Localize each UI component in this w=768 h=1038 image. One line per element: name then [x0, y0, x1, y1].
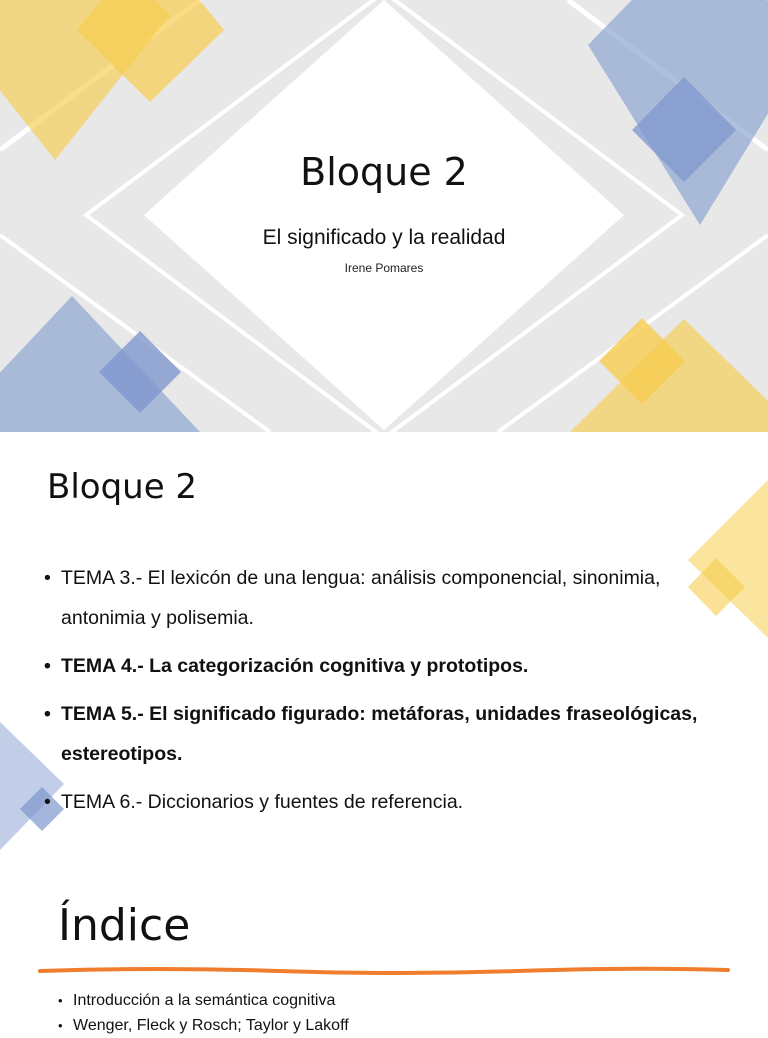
list-item-text: Wenger, Fleck y Rosch; Taylor y Lakoff — [73, 1017, 349, 1034]
index-list — [58, 988, 349, 1038]
bullet-icon: • — [44, 567, 51, 589]
list-item-text: TEMA 5.- El significado figurado: metáforas, unidades fraseológicas, estereotipos. — [61, 703, 698, 765]
list-item-text: TEMA 6.- Diccionarios y fuentes de referencia. — [61, 791, 464, 813]
list-item — [44, 694, 724, 774]
list-item — [58, 1013, 349, 1038]
bullet-icon: • — [44, 791, 51, 813]
bullet-icon: • — [58, 993, 63, 1008]
slide-subtitle: El significado y la realidad — [262, 226, 506, 249]
list-item-text: TEMA 4.- La categorización cognitiva y prototipos. — [61, 655, 529, 677]
slide-title: Índice — [58, 900, 191, 951]
diamond-center — [144, 0, 624, 430]
bullet-icon: • — [44, 703, 51, 725]
list-item-text: TEMA 3.- El lexicón de una lengua: análisis componencial, sinonimia, antonimia y polisemia. — [61, 567, 661, 629]
slide-title: Bloque 2 — [300, 150, 468, 194]
index-slide — [0, 864, 768, 1034]
content-slide — [0, 432, 768, 864]
underline-stroke — [40, 969, 728, 973]
list-item — [44, 782, 724, 822]
topic-list — [44, 558, 724, 830]
list-item — [58, 988, 349, 1013]
title-underline — [38, 964, 730, 978]
slide-author: Irene Pomares — [344, 261, 424, 275]
list-item-text: Introducción a la semántica cognitiva — [73, 992, 336, 1009]
slide-title: Bloque 2 — [47, 467, 198, 507]
list-item — [44, 646, 724, 686]
background-decoration — [0, 0, 768, 432]
bullet-icon: • — [58, 1018, 63, 1033]
bullet-icon: • — [44, 655, 51, 677]
list-item — [44, 558, 724, 638]
title-slide — [0, 0, 768, 432]
